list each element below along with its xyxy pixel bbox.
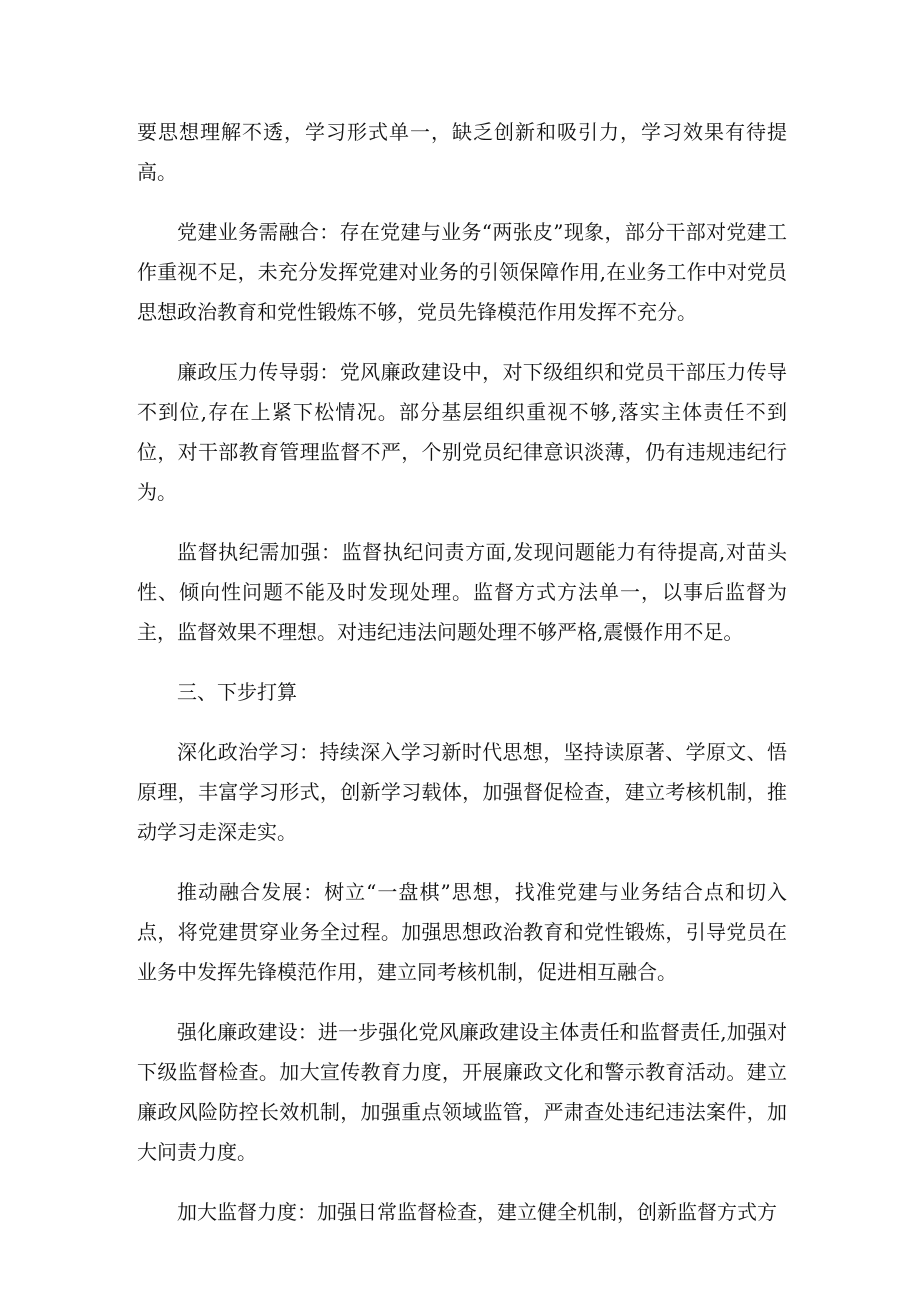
paragraph-political-study: 深化政治学习：持续深入学习新时代思想，坚持读原著、学原文、悟原理，丰富学习形式，创新学习载体，加强督促检查，建立考核机制，推动学习走深走实。 <box>137 740 787 844</box>
paragraph-supervision-discipline: 监督执纪需加强：监督执纪问责方面,发现问题能力有待提高,对苗头性、倾向性问题不能及时发现处理。监督方式方法单一，以事后监督为主，监督效果不理想。对违纪违法问题处理不够严格,震慑作用不足。 <box>137 540 787 644</box>
paragraph-clean-governance-building: 强化廉政建设：进一步强化党风廉政建设主体责任和监督责任,加强对下级监督检查。加大宣传教育力度，开展廉政文化和警示教育活动。建立廉政风险防控长效机制，加强重点领域监管，严肃查处违纪违法案件，加大问责力度。 <box>137 1020 787 1164</box>
paragraph-continuation: 要思想理解不透，学习形式单一，缺乏创新和吸引力，学习效果有待提高。 <box>137 120 787 184</box>
paragraph-strengthen-supervision: 加大监督力度：加强日常监督检查，建立健全机制，创新监督方式方 <box>177 1200 777 1224</box>
document-body <box>137 112 787 1252</box>
section-heading-next-steps: 三、下步打算 <box>177 680 297 704</box>
paragraph-integrated-development: 推动融合发展：树立“一盘棋”思想，找准党建与业务结合点和切入点，将党建贯穿业务全过程。加强思想政治教育和党性锻炼，引导党员在业务中发挥先锋模范作用，建立同考核机制，促进相互融合。 <box>137 880 787 984</box>
paragraph-clean-governance-pressure: 廉政压力传导弱：党风廉政建设中，对下级组织和党员干部压力传导不到位,存在上紧下松情况。部分基层组织重视不够,落实主体责任不到位，对干部教育管理监督不严，个别党员纪律意识淡薄，仍有违规违纪行为。 <box>137 360 787 504</box>
paragraph-party-business-integration: 党建业务需融合：存在党建与业务“两张皮”现象，部分干部对党建工作重视不足，未充分发挥党建对业务的引领保障作用,在业务工作中对党员思想政治教育和党性锻炼不够，党员先锋模范作用发挥不充分。 <box>137 220 787 324</box>
